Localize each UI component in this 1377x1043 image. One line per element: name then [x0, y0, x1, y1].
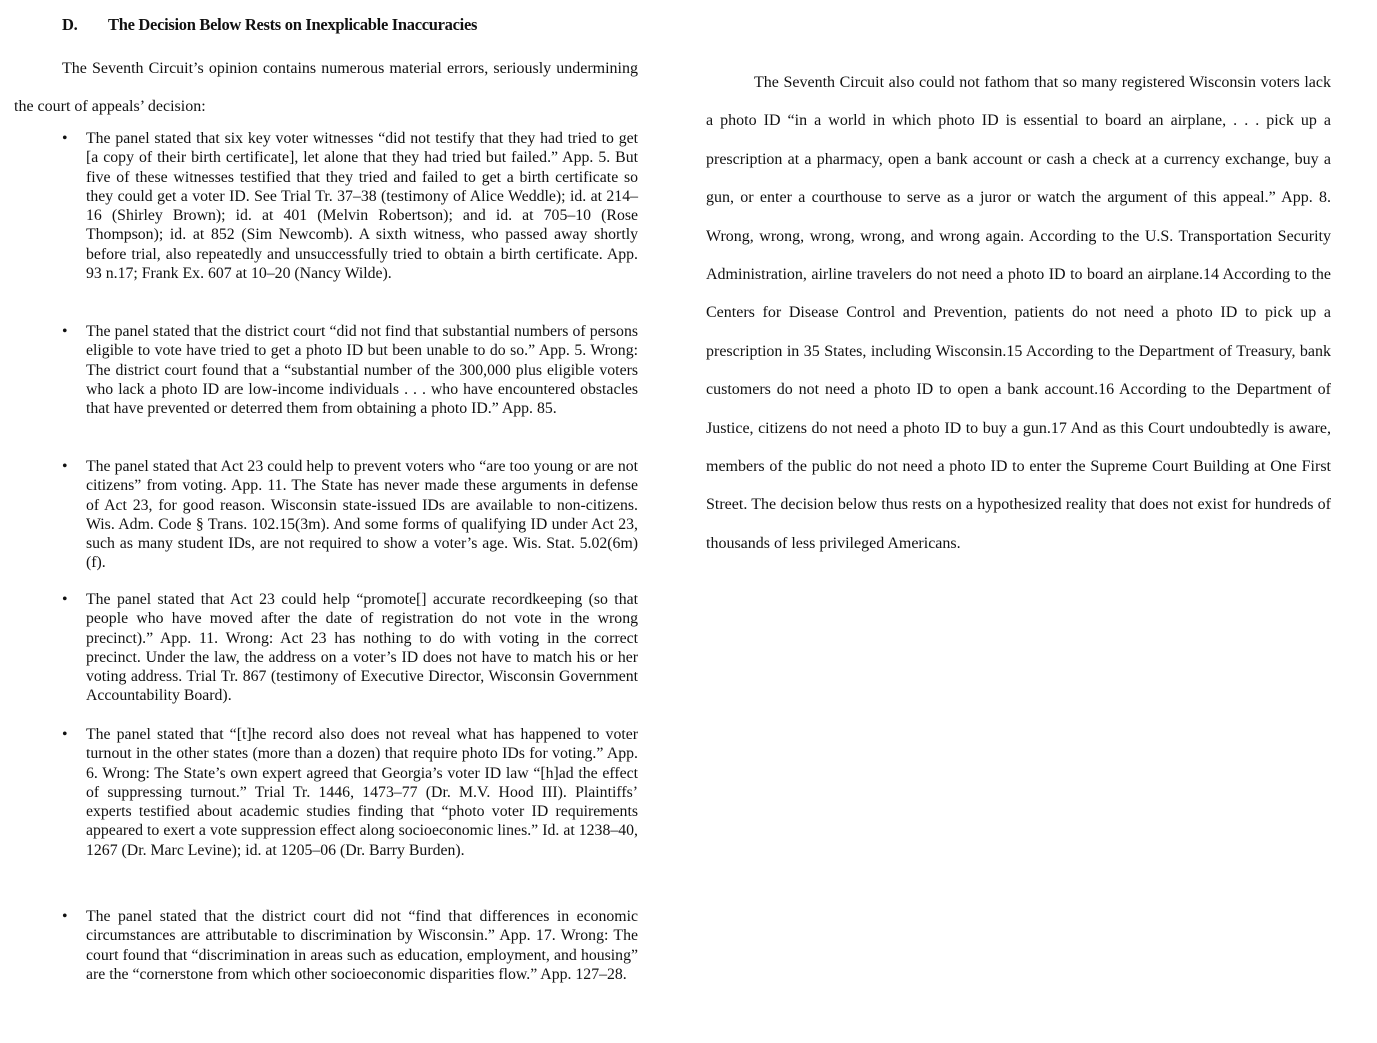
list-item-text: The panel stated that six key voter witnesses “did not testify that they had tried to get [a copy of their birth certificate], let alone that they had tried but failed.” App. 5. But five of these witnesses testified that they tried and failed to get a birth certificate so they could get a voter ID. See Trial Tr. 37–38 (testimony of Alice Weddle); id. at 214–16 (Shirley Brown); id. at 401 (Melvin Robertson); and id. at 705–10 (Rose Thompson); id. at 852 (Sim Newcomb). A sixth witness, who passed away shortly before trial, also repeatedly and unsuccessfully tried to obtain a birth certificate. App. 93 n.17; Frank Ex. 607 at 10–20 (Nancy Wilde). — [86, 130, 638, 283]
list-item — [62, 457, 638, 573]
right-paragraph-text: The Seventh Circuit also could not fathom that so many registered Wisconsin voters lack a photo ID “in a world in which photo ID is essential to board an airplane, . . . pick up a prescription at a pharmacy, open a bank account or cash a check at a currency exchange, buy a gun, or enter a courthouse to serve as a juror or watch the argument of this appeal.” App. 8. Wrong, wrong, wrong, wrong, and wrong again. According to the U.S. Transportation Security Administration, airline travelers do not need a photo ID to board an airplane.14 According to the Centers for Disease Control and Prevention, patients do not need a photo ID to pick up a prescription in 35 States, including Wisconsin.15 According to the Department of Treasury, bank customers do not need a photo ID to open a bank account.16 According to the Department of Justice, citizens do not need a photo ID to buy a gun.17 And as this Court undoubtedly is aware, members of the public do not need a photo ID to enter the Supreme Court Building at One First Street. The decision below thus rests on a hypothesized reality that does not exist for hundreds of thousands of less privileged Americans. — [706, 74, 1331, 552]
list-item-text: The panel stated that Act 23 could help to prevent voters who “are too young or are not citizens” from voting. App. 11. The State has never made these arguments in defense of Act 23, for good reason. Wisconsin state-issued IDs are available to non-citizens. Wis. Adm. Code § Trans. 102.15(3m). And some forms of qualifying ID under Act 23, such as many student IDs, are not required to show a voter’s age. Wis. Stat. 5.02(6m)(f). — [86, 458, 638, 572]
list-item — [62, 725, 638, 860]
list-item — [62, 129, 638, 283]
list-item — [62, 322, 638, 418]
bullet-icon: • — [62, 130, 68, 147]
list-item-text: The panel stated that the district court did not “find that differences in economic circumstances are attributable to discrimination by Wisconsin.” App. 17. Wrong: The court found that “discrimination in areas such as education, employment, and housing” are the “cornerstone from which other socioeconomic disparities flow.” App. 127–28. — [86, 908, 638, 983]
bullet-icon: • — [62, 458, 68, 475]
list-item — [62, 907, 638, 984]
intro-text: The Seventh Circuit’s opinion contains numerous material errors, seriously undermining the court of appeals’ decision: — [14, 60, 638, 115]
intro-paragraph — [14, 50, 638, 126]
bullet-icon: • — [62, 908, 68, 925]
section-letter: D. — [62, 15, 78, 34]
list-item-text: The panel stated that Act 23 could help “promote[] accurate recordkeeping (so that people who have moved after the date of registration do not vote in the wrong precinct).” App. 11. Wrong: Act 23 has nothing to do with voting in the correct precinct. Under the law, the address on a voter’s ID does not have to match his or her voting address. Trial Tr. 867 (testimony of Executive Director, Wisconsin Government Accountability Board). — [86, 591, 638, 705]
section-heading — [62, 15, 477, 35]
right-column-paragraph — [706, 64, 1331, 563]
list-item — [62, 590, 638, 706]
bullet-icon: • — [62, 323, 68, 340]
bullet-icon: • — [62, 726, 68, 743]
list-item-text: The panel stated that the district court “did not find that substantial numbers of persons eligible to vote have tried to get a photo ID but been unable to do so.” App. 5. Wrong: The district court found that a “substantial number of the 300,000 plus eligible voters who lack a photo ID are low-income individuals . . . who have encountered obstacles that have prevented or deterred them from obtaining a photo ID.” App. 85. — [86, 323, 638, 418]
list-item-text: The panel stated that “[t]he record also does not reveal what has happened to voter turnout in the other states (more than a dozen) that require photo IDs for voting.” App. 6. Wrong: The State’s own expert agreed that Georgia’s voter ID law “[h]ad the effect of suppressing turnout.” Trial Tr. 1446, 1473–77 (Dr. M.V. Hood III). Plaintiffs’ experts testified about academic studies finding that “photo voter ID requirements appeared to exert a vote suppression effect along socioeconomic lines.” Id. at 1238–40, 1267 (Dr. Marc Levine); id. at 1205–06 (Dr. Barry Burden). — [86, 726, 638, 859]
bullet-icon: • — [62, 591, 68, 608]
section-title: The Decision Below Rests on Inexplicable Inaccuracies — [108, 15, 478, 34]
